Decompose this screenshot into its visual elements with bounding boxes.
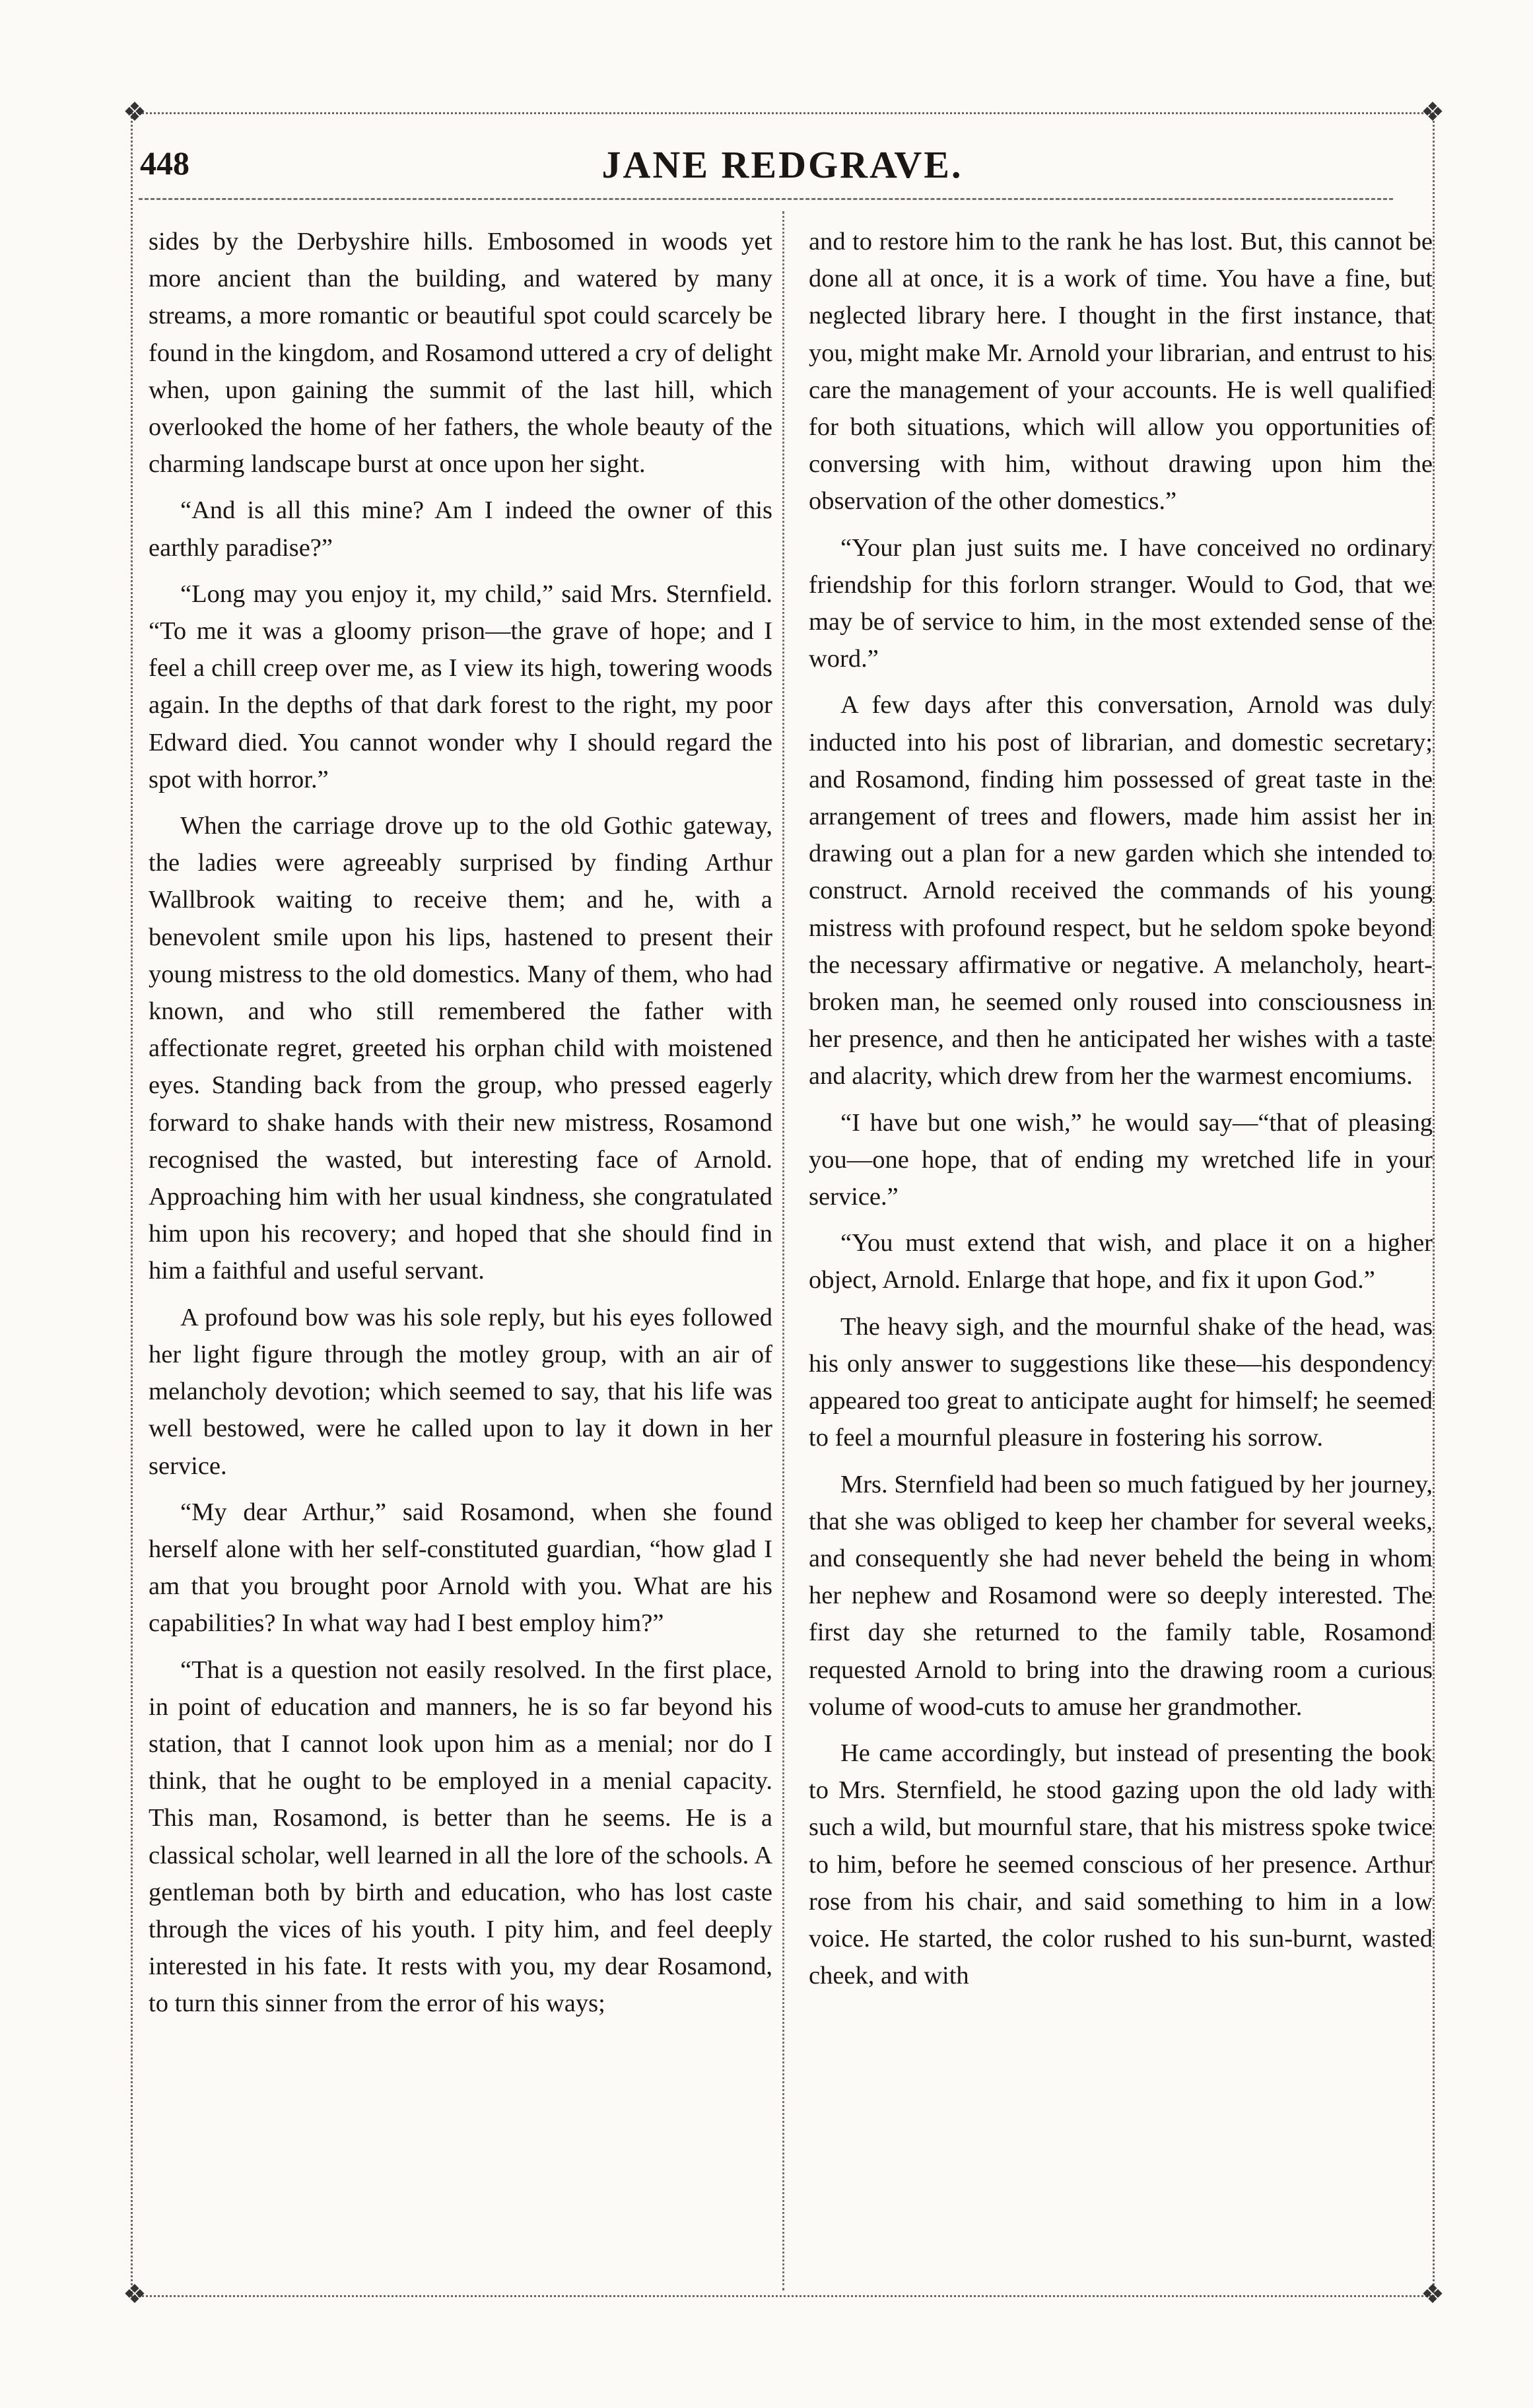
paragraph: The heavy sigh, and the mournful shake of the head, was his only answer to suggestions like these—his despondency appeared too great to anticipate aught for himself; he seemed to feel a mournful pleasure in fostering his sorrow. (809, 1312, 1433, 1452)
paragraph: “And is all this mine? Am I indeed the owner of this earthly paradise?” (149, 496, 772, 562)
paragraph: “I have but one wish,” he would say—“that of pleasing you—one hope, that of ending my wretched life in your service.” (809, 1108, 1433, 1211)
page-header (132, 139, 1433, 198)
ornament-corner-top-left: ❖ (123, 97, 147, 127)
paragraph: “My dear Arthur,” said Rosamond, when she found herself alone with her self-constituted guardian, “how glad I am that you brought poor Arnold with you. What are his capabilities? In what way had I best employ him?” (149, 1498, 772, 1638)
ornament-corner-bottom-right: ❖ (1421, 2279, 1445, 2309)
paragraph: sides by the Derbyshire hills. Embosomed in woods yet more ancient than the building, and watered by many streams, a more romantic or beautiful spot could scarcely be found in the kingdom, and Rosamond uttered a cry of delight when, upon gaining the summit of the last hill, which overlooked the home of her fathers, the whole beauty of the charming landscape burst at once upon her sight. (149, 228, 772, 479)
paragraph: and to restore him to the rank he has lost. But, this cannot be done all at once, it is a work of time. You have a fine, but neglected library here. I thought in the first instance, that you, might make Mr. Arnold your librarian, and entrust to his care the management of your accounts. He is well qualified for both situations, which will allow you opportunities of conversing with him, without drawing upon him the observation of the other domestics.” (809, 228, 1433, 516)
paragraph: “Long may you enjoy it, my child,” said Mrs. Sternfield. “To me it was a gloomy prison—the grave of hope; and I feel a chill creep over me, as I view its high, towering woods again. In the depths of that dark forest to the right, my poor Edward died. You cannot wonder why I should regard the spot with horror.” (149, 580, 772, 793)
ornament-corner-top-right: ❖ (1421, 97, 1445, 127)
paragraph: Mrs. Sternfield had been so much fatigued by her journey, that she was obliged to keep her chamber for several weeks, and consequently she had never beheld the being in whom her nephew and Rosamond were so deeply interested. The first day she returned to the family table, Rosamond requested Arnold to bring into the drawing room a curious volume of wood-cuts to amuse her grandmother. (809, 1470, 1433, 1721)
left-column (149, 223, 772, 2032)
paragraph: “That is a question not easily resolved. In the first place, in point of education and manners, he is so far beyond his station, that I cannot look upon him as a menial; nor do I think, that he ought to be employed in a menial capacity. This man, Rosamond, is better than he seems. He is a classical scholar, well learned in all the lore of the schools. A gentleman both by birth and education, who has lost caste through the vices of his youth. I pity him, and feel deeply interested in his fate. It rests with you, my dear Rosamond, to turn this sinner from the error of his ways; (149, 1656, 772, 2018)
running-title: JANE REDGRAVE. (601, 143, 963, 186)
ornament-corner-bottom-left: ❖ (123, 2279, 147, 2309)
paragraph: When the carriage drove up to the old Gothic gateway, the ladies were agreeably surprised by finding Arthur Wallbrook waiting to receive them; and he, with a benevolent smile upon his lips, hastened to present their young mistress to the old domestics. Many of them, who had known, and who still remembered the father with affectionate regret, greeted his orphan child with moistened eyes. Standing back from the group, who pressed eagerly forward to shake hands with their new mistress, Rosamond recognised the wasted, but interesting face of Arnold. Approaching him with her usual kindness, she congratulated him upon his recovery; and hoped that she should find in him a faithful and useful servant. (149, 812, 772, 1285)
page-number: 448 (140, 145, 189, 182)
header-rule (139, 198, 1393, 200)
paragraph: “You must extend that wish, and place it on a higher object, Arnold. Enlarge that hope, and fix it upon God.” (809, 1229, 1433, 1294)
paragraph: A profound bow was his sole reply, but his eyes followed her light figure through the motley group, with an air of melancholy devotion; which seemed to say, that his life was well bestowed, were he called upon to lay it down in her service. (149, 1303, 772, 1480)
paragraph: He came accordingly, but instead of presenting the book to Mrs. Sternfield, he stood gazing upon the old lady with such a wild, but mournful stare, that his mistress spoke twice to him, before he seemed conscious of her presence. Arthur rose from his chair, and said something to him in a low voice. He started, the color rushed to his sun-burnt, wasted cheek, and with (809, 1739, 1433, 1990)
paragraph: “Your plan just suits me. I have conceived no ordinary friendship for this forlorn stranger. Would to God, that we may be of service to him, in the most extended sense of the word.” (809, 533, 1433, 673)
column-divider (782, 211, 784, 2291)
right-column (809, 223, 1433, 2003)
paragraph: A few days after this conversation, Arnold was duly inducted into his post of librarian, and domestic secretary; and Rosamond, finding him possessed of great taste in the arrangement of trees and flowers, made him assist her in drawing out a plan for a new garden which she intended to construct. Arnold received the commands of his young mistress with profound respect, but he seldom spoke beyond the necessary affirmative or negative. A melancholy, heart-broken man, he seemed only roused into consciousness in her presence, and then he anticipated her wishes with a taste and alacrity, which drew from her the warmest encomiums. (809, 691, 1433, 1090)
